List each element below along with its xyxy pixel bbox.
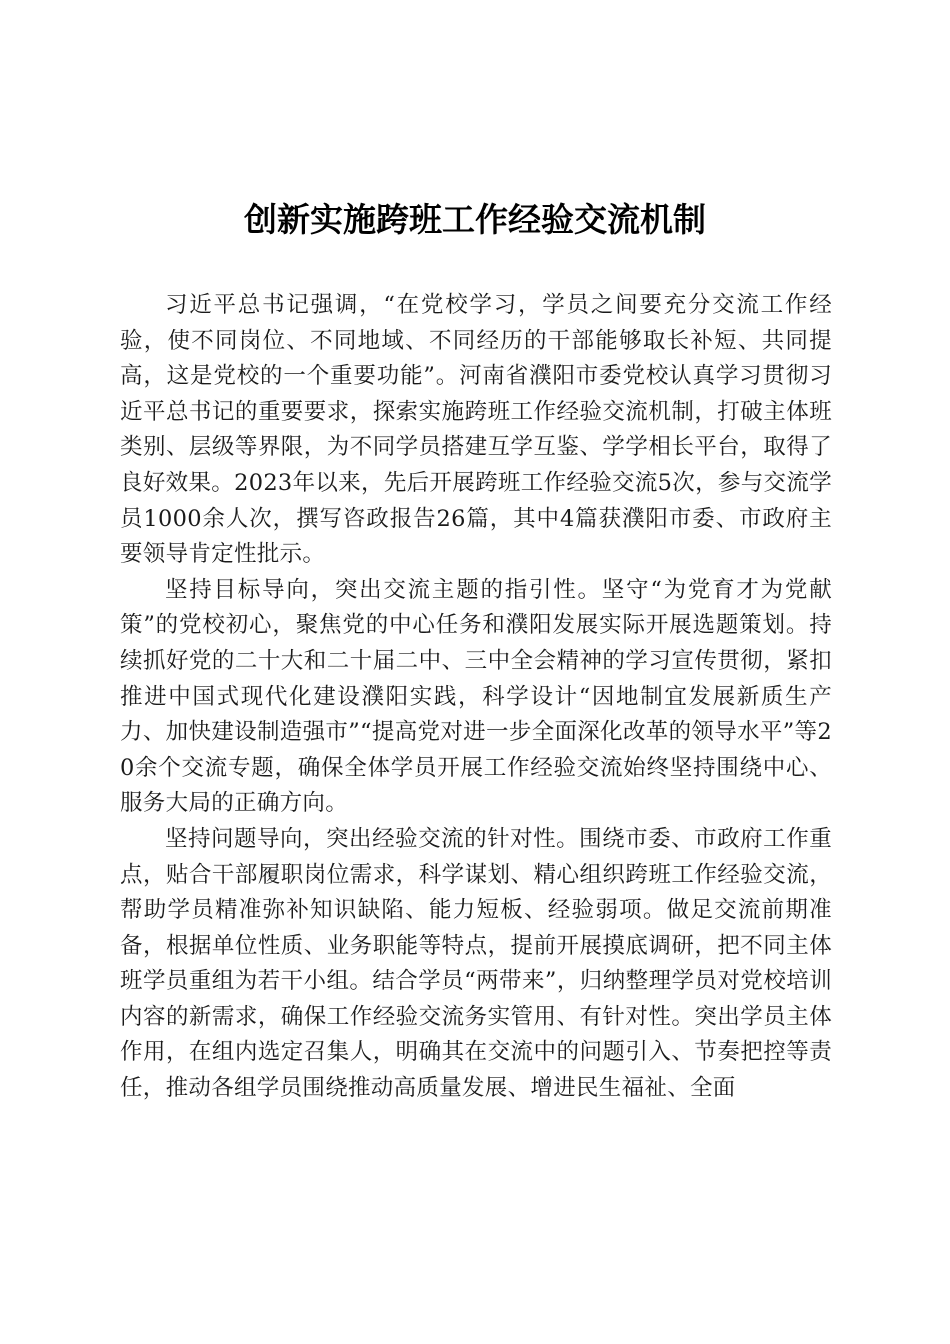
paragraph-intro: 习近平总书记强调，“在党校学习，学员之间要充分交流工作经验，使不同岗位、不同地域、不同经历的干部能够取长补短、共同提高，这是党校的一个重要功能”。河南省濮阳市委党校认真学习贯彻习近平总书记的重要要求，探索实施跨班工作经验交流机制，打破主体班类别、层级等界限，为不同学员搭建互学互鉴、学学相长平台，取得了良好效果。2023年以来，先后开展跨班工作经验交流5次，参与交流学员1000余人次，撰写咨政报告26篇，其中4篇获濮阳市委、市政府主要领导肯定性批示。	[120, 292, 832, 568]
paragraph-goal-orientation: 坚持目标导向，突出交流主题的指引性。坚守“为党育才为党献策”的党校初心，聚焦党的中心任务和濮阳发展实际开展选题策划。持续抓好党的二十大和二十届二中、三中全会精神的学习宣传贯彻，紧扣推进中国式现代化建设濮阳实践，科学设计“因地制宜发展新质生产力、加快建设制造强市”“提高党对进一步全面深化改革的领导水平”等20余个交流专题，确保全体学员开展工作经验交流始终坚持围绕中心、服务大局的正确方向。	[120, 576, 832, 817]
paragraph-problem-orientation: 坚持问题导向，突出经验交流的针对性。围绕市委、市政府工作重点，贴合干部履职岗位需求，科学谋划、精心组织跨班工作经验交流，帮助学员精准弥补知识缺陷、能力短板、经验弱项。做足交流前期准备，根据单位性质、业务职能等特点，提前开展摸底调研，把不同主体班学员重组为若干小组。结合学员“两带来”，归纳整理学员对党校培训内容的新需求，确保工作经验交流务实管用、有针对性。突出学员主体作用，在组内选定召集人，明确其在交流中的问题引入、节奏把控等责任，推动各组学员围绕推动高质量发展、增进民生福祉、全面	[120, 825, 832, 1102]
document-title: 创新实施跨班工作经验交流机制	[244, 200, 706, 239]
document-body	[120, 288, 832, 1107]
